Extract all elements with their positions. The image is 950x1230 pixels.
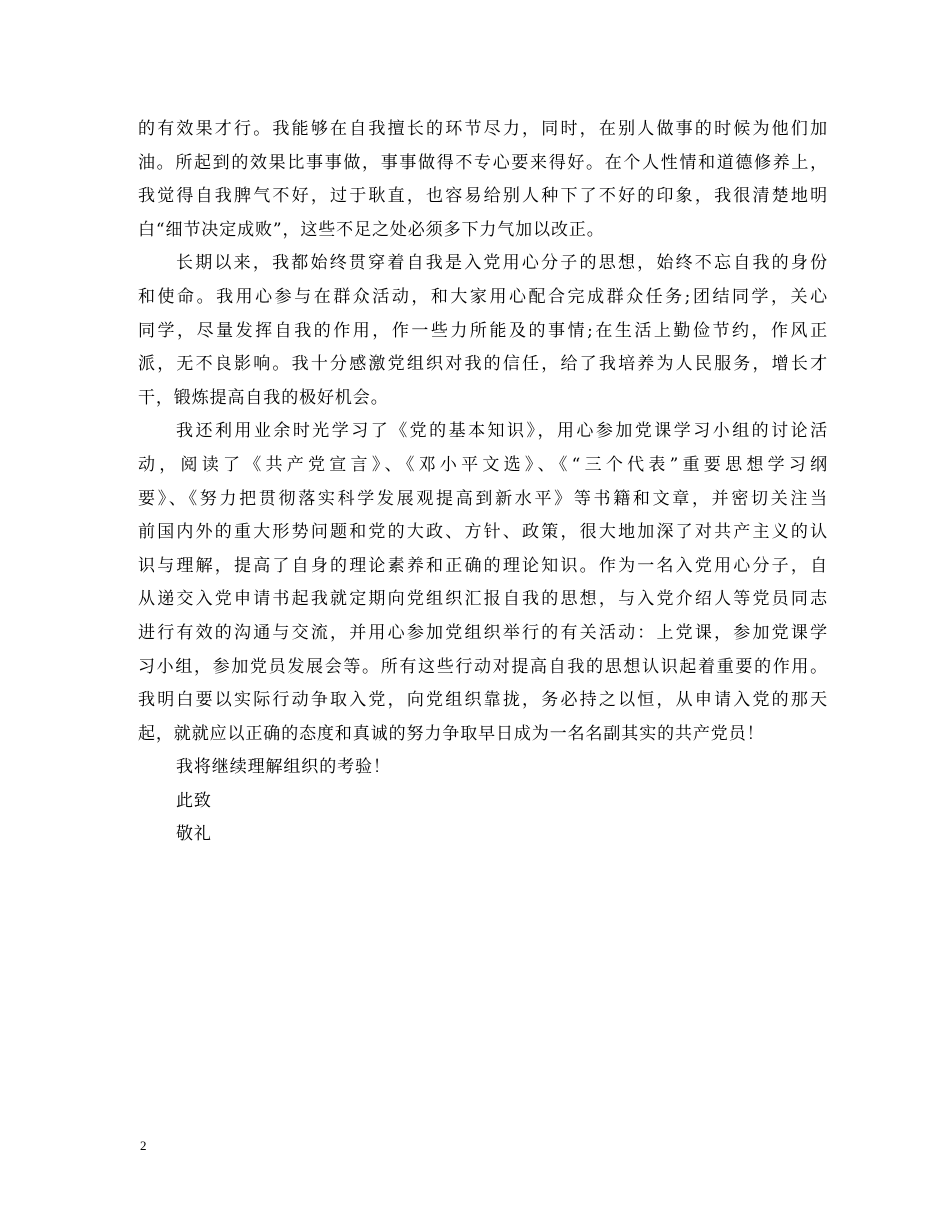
text-line: 敬礼 [176,824,212,845]
paragraph-study [138,415,828,751]
text-line: 长期以来，我都始终贯穿着自我是入党用心分子的思想，始终不忘自我的身份 [176,253,828,274]
text-line: 干，锻炼提高自我的极好机会。 [138,387,389,408]
text-line: 我将继续理解组织的考验！ [176,757,391,778]
text-line: 要》、《努力把贯彻落实科学发展观提高到新水平》等书籍和文章，并密切关注当 [138,488,828,509]
text-line: 起，就就应以正确的态度和真诚的努力争取早日成为一名名副其实的共产党员！ [138,723,765,744]
paragraph-commitment [138,247,828,415]
text-line: 我还利用业余时光学习了《党的基本知识》，用心参加党课学习小组的讨论活 [176,421,828,442]
salutation-cizhi [138,785,828,819]
paragraph-closing-statement [138,751,828,785]
salutation-jingli [138,818,828,852]
text-line: 派，无不良影响。我十分感激党组织对我的信任，给了我培养为人民服务，增长才 [138,354,828,375]
text-line: 进行有效的沟通与交流，并用心参加党组织举行的有关活动：上党课，参加党课学 [138,622,828,643]
text-line: 从递交入党申请书起我就定期向党组织汇报自我的思想，与入党介绍人等党员同志 [138,589,828,610]
text-line: 和使命。我用心参与在群众活动，和大家用心配合完成群众任务;团结同学，关心 [138,286,828,307]
text-line: 前国内外的重大形势问题和党的大政、方针、政策，很大地加深了对共产主义的认 [138,522,828,543]
text-line: 此致 [176,790,212,811]
text-line: 白“细节决定成败”，这些不足之处必须多下力气加以改正。 [138,219,605,240]
text-line: 同学，尽量发挥自我的作用，作一些力所能及的事情;在生活上勤俭节约，作风正 [138,320,828,341]
text-line: 的有效果才行。我能够在自我擅长的环节尽力，同时，在别人做事的时候为他们加 [138,119,828,139]
text-line: 油。所起到的效果比事事做，事事做得不专心要来得好。在个人性情和道德修养上， [138,152,828,173]
text-line: 习小组，参加党员发展会等。所有这些行动对提高自我的思想认识起着重要的作用。 [138,656,828,677]
text-line: 动，阅读了《共产党宣言》、《邓小平文选》、《“三个代表”重要思想学习纲 [138,454,828,475]
text-line: 我觉得自我脾气不好，过于耿直，也容易给别人种下了不好的印象，我很清楚地明 [138,186,828,207]
document-body [138,113,828,852]
page-number: 2 [140,1138,147,1153]
text-line: 我明白要以实际行动争取入党，向党组织靠拢，务必持之以恒，从申请入党的那天 [138,690,828,711]
text-line: 识与理解，提高了自身的理论素养和正确的理论知识。作为一名入党用心分子，自 [138,555,828,576]
paragraph-self-assessment [138,113,828,247]
